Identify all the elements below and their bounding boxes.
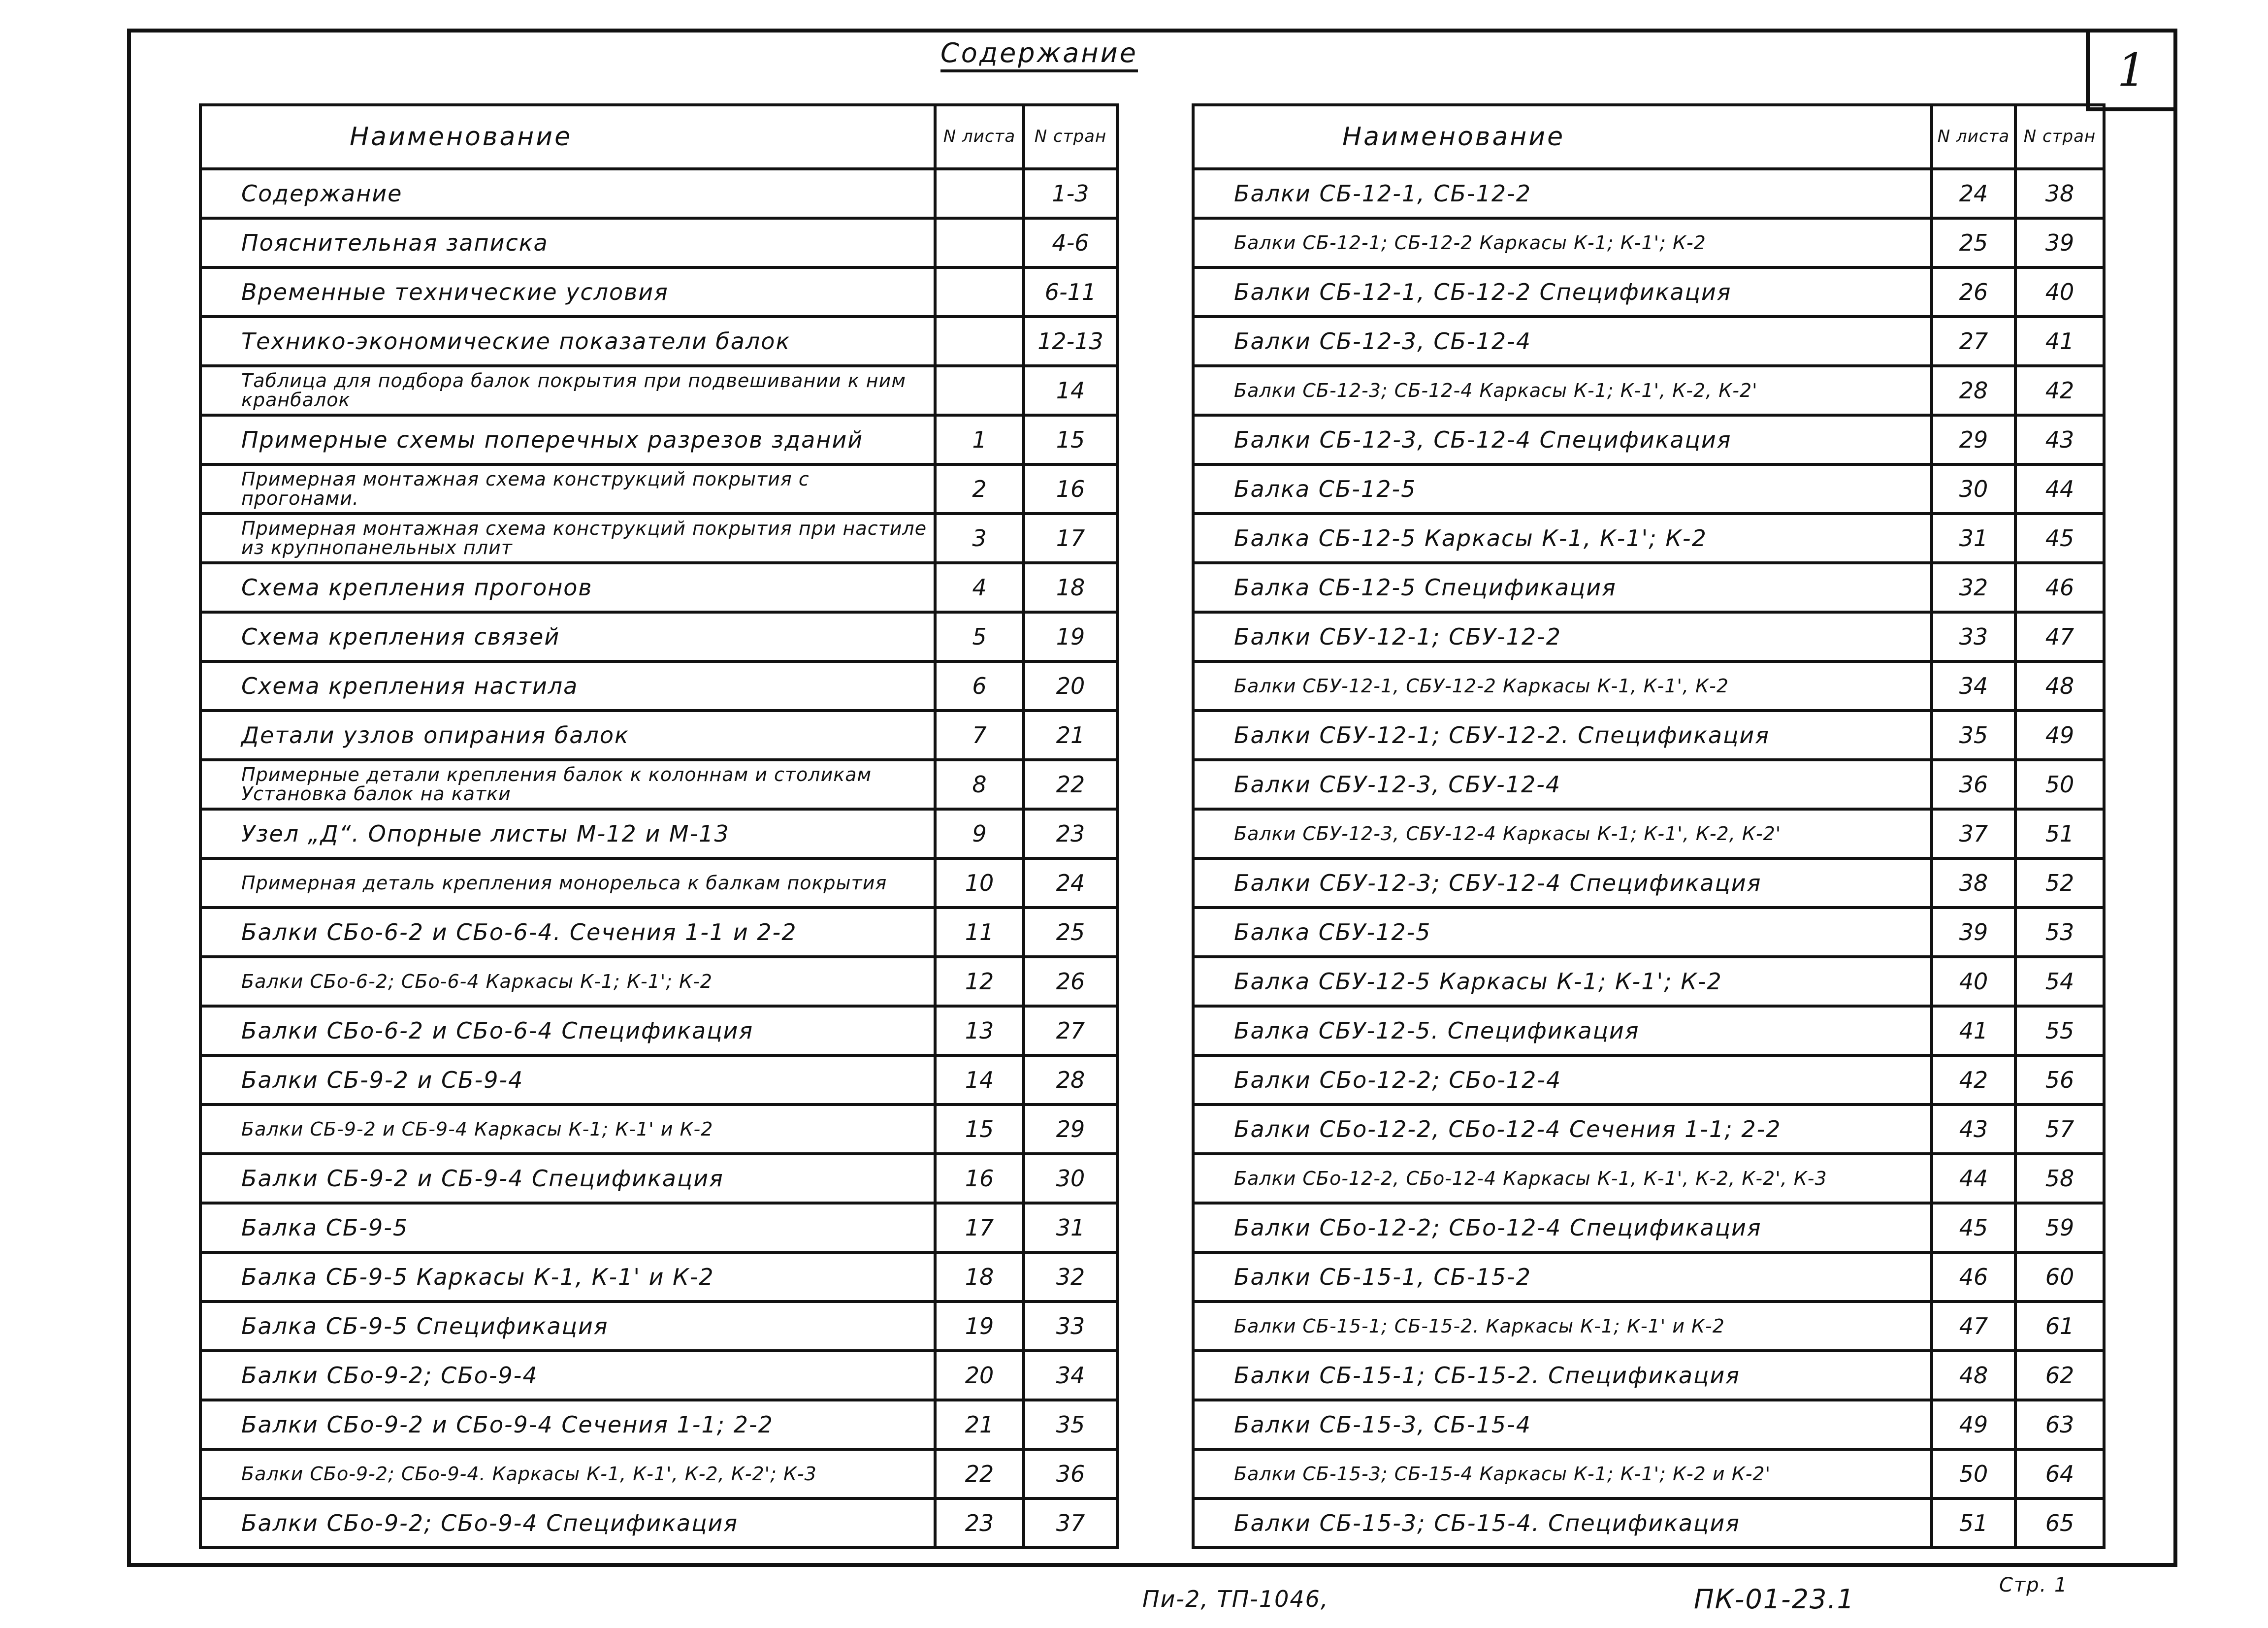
cell-sheet: 16 [935,1154,1024,1203]
cell-page: 12-13 [1024,317,1117,366]
table-row [200,1105,1117,1154]
cell-page: 38 [2015,169,2104,218]
cell-name: Балки СБ-15-1; СБ-15-2. Спецификация [1193,1351,1932,1400]
contents-body-left [200,169,1117,1548]
cell-sheet: 48 [1932,1351,2015,1400]
cell-sheet: 27 [1932,317,2015,366]
cell-sheet: 47 [1932,1302,2015,1351]
cell-name: Балка СБ-12-5 Каркасы К-1, К-1'; К-2 [1193,514,1932,563]
table-row [1193,1203,2104,1252]
cell-sheet: 22 [935,1449,1024,1498]
table-row [200,711,1117,760]
cell-name: Балки СБ-9-2 и СБ-9-4 Спецификация [200,1154,935,1203]
cell-name: Балки СБ-12-3, СБ-12-4 [1193,317,1932,366]
cell-page: 19 [1024,612,1117,661]
cell-name: Балки СБ-9-2 и СБ-9-4 Каркасы К-1; К-1' и К-2 [200,1105,935,1154]
table-row [200,1400,1117,1449]
cell-page: 32 [1024,1252,1117,1302]
cell-page: 15 [1024,415,1117,464]
cell-sheet: 30 [1932,464,2015,514]
cell-page: 64 [2015,1449,2104,1498]
cell-sheet: 11 [935,908,1024,957]
table-row [200,464,1117,514]
cell-sheet: 15 [935,1105,1024,1154]
cell-sheet [935,267,1024,317]
contents-table-left [199,103,1119,1549]
cell-page: 22 [1024,760,1117,809]
cell-name: Узел „Д“. Опорные листы М-12 и М-13 [200,809,935,858]
cell-name: Схема крепления прогонов [200,563,935,612]
table-row [200,1449,1117,1498]
cell-sheet: 18 [935,1252,1024,1302]
cell-page: 65 [2015,1498,2104,1548]
cell-sheet: 24 [1932,169,2015,218]
table-row [1193,612,2104,661]
table-row [1193,957,2104,1006]
table-row [200,1055,1117,1105]
cell-sheet: 35 [1932,711,2015,760]
cell-page: 42 [2015,366,2104,415]
cell-page: 48 [2015,661,2104,711]
cell-name: Балка СБ-12-5 [1193,464,1932,514]
cell-name: Балки СБ-15-1; СБ-15-2. Каркасы К-1; К-1' и К-2 [1193,1302,1932,1351]
table-row [1193,1449,2104,1498]
table-row [200,366,1117,415]
cell-name: Балка СБ-9-5 Спецификация [200,1302,935,1351]
cell-name: Балка СБУ-12-5 Каркасы К-1; К-1'; К-2 [1193,957,1932,1006]
cell-page: 58 [2015,1154,2104,1203]
table-row [200,169,1117,218]
cell-name: Примерная монтажная схема конструкций покрытия с прогонами. [200,464,935,514]
sheet-number: 1 [2117,43,2146,97]
cell-page: 25 [1024,908,1117,957]
column-header-name: Наименование [200,105,935,169]
cell-name: Схема крепления настила [200,661,935,711]
cell-page: 30 [1024,1154,1117,1203]
cell-name: Примерная монтажная схема конструкций покрытия при настиле из крупнопанельных плит [200,514,935,563]
cell-page: 52 [2015,858,2104,908]
cell-name: Балки СБо-12-2; СБо-12-4 [1193,1055,1932,1105]
cell-name: Балки СБУ-12-1, СБУ-12-2 Каркасы К-1, К-1', К-2 [1193,661,1932,711]
cell-name: Балки СБо-6-2 и СБо-6-4 Спецификация [200,1006,935,1055]
cell-sheet [935,317,1024,366]
cell-page: 40 [2015,267,2104,317]
table-row [200,218,1117,267]
cell-page: 57 [2015,1105,2104,1154]
table-row [1193,415,2104,464]
cell-sheet: 32 [1932,563,2015,612]
cell-sheet: 23 [935,1498,1024,1548]
cell-page: 37 [1024,1498,1117,1548]
cell-sheet: 5 [935,612,1024,661]
page-label: Стр. 1 [1999,1574,2068,1596]
table-row [1193,464,2104,514]
table-row [1193,1498,2104,1548]
cell-sheet: 6 [935,661,1024,711]
sheet-number-box [2086,29,2177,111]
table-row [1193,1055,2104,1105]
cell-sheet: 31 [1932,514,2015,563]
document-title: Содержание [940,38,1138,72]
cell-name: Балки СБ-12-3, СБ-12-4 Спецификация [1193,415,1932,464]
cell-page: 59 [2015,1203,2104,1252]
cell-page: 29 [1024,1105,1117,1154]
cell-page: 21 [1024,711,1117,760]
cell-name: Балка СБ-9-5 Каркасы К-1, К-1' и К-2 [200,1252,935,1302]
cell-sheet: 9 [935,809,1024,858]
cell-page: 20 [1024,661,1117,711]
cell-name: Балка СБ-12-5 Спецификация [1193,563,1932,612]
cell-name: Балки СБо-9-2; СБо-9-4 Спецификация [200,1498,935,1548]
cell-sheet: 41 [1932,1006,2015,1055]
cell-name: Пояснительная записка [200,218,935,267]
cell-page: 49 [2015,711,2104,760]
cell-sheet: 26 [1932,267,2015,317]
table-row [200,858,1117,908]
cell-page: 1-3 [1024,169,1117,218]
cell-sheet: 20 [935,1351,1024,1400]
cell-name: Балка СБУ-12-5 [1193,908,1932,957]
column-header-name: Наименование [1193,105,1932,169]
table-row [1193,908,2104,957]
cell-sheet: 3 [935,514,1024,563]
cell-sheet: 14 [935,1055,1024,1105]
cell-page: 55 [2015,1006,2104,1055]
cell-sheet: 17 [935,1203,1024,1252]
cell-page: 43 [2015,415,2104,464]
cell-name: Балки СБ-12-1, СБ-12-2 [1193,169,1932,218]
cell-name: Балки СБ-15-1, СБ-15-2 [1193,1252,1932,1302]
cell-name: Балки СБ-12-1; СБ-12-2 Каркасы К-1; К-1'; К-2 [1193,218,1932,267]
table-row [200,1351,1117,1400]
cell-sheet: 37 [1932,809,2015,858]
cell-sheet: 7 [935,711,1024,760]
contents-body-right [1193,169,2104,1548]
cell-sheet: 40 [1932,957,2015,1006]
cell-name: Балки СБо-12-2, СБо-12-4 Сечения 1-1; 2-2 [1193,1105,1932,1154]
column-header-page: N стран [1024,105,1117,169]
cell-name: Примерная деталь крепления монорельса к балкам покрытия [200,858,935,908]
table-row [200,1203,1117,1252]
table-row [200,1006,1117,1055]
table-row [1193,1302,2104,1351]
table-row [1193,809,2104,858]
table-row [200,908,1117,957]
table-row [1193,1006,2104,1055]
table-row [200,1154,1117,1203]
table-row [1193,169,2104,218]
cell-page: 26 [1024,957,1117,1006]
cell-sheet: 19 [935,1302,1024,1351]
cell-sheet: 45 [1932,1203,2015,1252]
cell-sheet [935,169,1024,218]
table-row [1193,317,2104,366]
cell-sheet: 42 [1932,1055,2015,1105]
cell-page: 28 [1024,1055,1117,1105]
cell-page: 4-6 [1024,218,1117,267]
cell-page: 46 [2015,563,2104,612]
cell-page: 56 [2015,1055,2104,1105]
cell-page: 45 [2015,514,2104,563]
cell-name: Балки СБ-9-2 и СБ-9-4 [200,1055,935,1105]
table-row [200,317,1117,366]
cell-sheet: 21 [935,1400,1024,1449]
cell-sheet: 49 [1932,1400,2015,1449]
table-row [1193,514,2104,563]
cell-sheet: 33 [1932,612,2015,661]
cell-name: Балки СБо-9-2 и СБо-9-4 Сечения 1-1; 2-2 [200,1400,935,1449]
column-header-sheet: N листа [935,105,1024,169]
table-row [1193,661,2104,711]
cell-sheet: 39 [1932,908,2015,957]
table-row [200,415,1117,464]
cell-sheet: 2 [935,464,1024,514]
cell-page: 51 [2015,809,2104,858]
cell-sheet: 29 [1932,415,2015,464]
table-row [1193,563,2104,612]
cell-page: 63 [2015,1400,2104,1449]
cell-name: Балки СБ-15-3; СБ-15-4 Каркасы К-1; К-1'; К-2 и К-2' [1193,1449,1932,1498]
cell-sheet: 13 [935,1006,1024,1055]
table-row [200,514,1117,563]
cell-sheet: 4 [935,563,1024,612]
table-row [1193,267,2104,317]
cell-page: 41 [2015,317,2104,366]
cell-name: Содержание [200,169,935,218]
column-header-sheet: N листа [1932,105,2015,169]
cell-name: Балки СБУ-12-1; СБУ-12-2. Спецификация [1193,711,1932,760]
cell-name: Балки СБУ-12-3, СБУ-12-4 [1193,760,1932,809]
table-row [200,612,1117,661]
cell-page: 33 [1024,1302,1117,1351]
cell-name: Балки СБо-6-2 и СБо-6-4. Сечения 1-1 и 2-2 [200,908,935,957]
table-row [1193,858,2104,908]
table-row [200,1252,1117,1302]
cell-page: 60 [2015,1252,2104,1302]
cell-page: 18 [1024,563,1117,612]
table-row [1193,711,2104,760]
cell-name: Балки СБУ-12-3, СБУ-12-4 Каркасы К-1; К-1', К-2, К-2' [1193,809,1932,858]
cell-name: Балка СБУ-12-5. Спецификация [1193,1006,1932,1055]
cell-sheet: 28 [1932,366,2015,415]
cell-name: Балки СБУ-12-3; СБУ-12-4 Спецификация [1193,858,1932,908]
cell-page: 17 [1024,514,1117,563]
cell-name: Детали узлов опирания балок [200,711,935,760]
table-row [200,661,1117,711]
table-row [200,267,1117,317]
cell-sheet: 43 [1932,1105,2015,1154]
cell-sheet: 34 [1932,661,2015,711]
cell-sheet: 8 [935,760,1024,809]
cell-name: Балки СБо-9-2; СБо-9-4 [200,1351,935,1400]
cell-name: Балки СБо-12-2, СБо-12-4 Каркасы К-1, К-1', К-2, К-2', К-3 [1193,1154,1932,1203]
table-row [200,563,1117,612]
table-row [200,760,1117,809]
contents-table-right [1192,103,2106,1549]
cell-sheet: 36 [1932,760,2015,809]
cell-page: 62 [2015,1351,2104,1400]
table-row [1193,1154,2104,1203]
column-header-page: N стран [2015,105,2104,169]
cell-name: Балки СБУ-12-1; СБУ-12-2 [1193,612,1932,661]
cell-name: Таблица для подбора балок покрытия при подвешивании к ним кранбалок [200,366,935,415]
cell-name: Балки СБ-15-3, СБ-15-4 [1193,1400,1932,1449]
cell-page: 6-11 [1024,267,1117,317]
cell-page: 24 [1024,858,1117,908]
cell-page: 23 [1024,809,1117,858]
table-row [200,809,1117,858]
cell-sheet: 38 [1932,858,2015,908]
table-row [200,957,1117,1006]
table-row [1193,366,2104,415]
cell-sheet [935,218,1024,267]
table-row [1193,1105,2104,1154]
cell-page: 31 [1024,1203,1117,1252]
table-row [1193,218,2104,267]
cell-page: 61 [2015,1302,2104,1351]
cell-sheet: 1 [935,415,1024,464]
cell-page: 53 [2015,908,2104,957]
cell-page: 35 [1024,1400,1117,1449]
cell-name: Примерные схемы поперечных разрезов зданий [200,415,935,464]
cell-page: 14 [1024,366,1117,415]
cell-page: 44 [2015,464,2104,514]
cell-name: Балки СБо-12-2; СБо-12-4 Спецификация [1193,1203,1932,1252]
table-row [1193,1351,2104,1400]
table-row [1193,760,2104,809]
cell-page: 47 [2015,612,2104,661]
cell-sheet: 50 [1932,1449,2015,1498]
table-header-row [200,105,1117,169]
cell-name: Временные технические условия [200,267,935,317]
cell-name: Балки СБо-6-2; СБо-6-4 Каркасы К-1; К-1'; К-2 [200,957,935,1006]
cell-page: 34 [1024,1351,1117,1400]
cell-sheet: 25 [1932,218,2015,267]
cell-name: Балки СБ-15-3; СБ-15-4. Спецификация [1193,1498,1932,1548]
cell-sheet [935,366,1024,415]
cell-page: 27 [1024,1006,1117,1055]
cell-sheet: 51 [1932,1498,2015,1548]
table-row [1193,1400,2104,1449]
cell-sheet: 44 [1932,1154,2015,1203]
cell-name: Примерные детали крепления балок к колоннам и столикам Установка балок на катки [200,760,935,809]
table-row [200,1498,1117,1548]
cell-sheet: 12 [935,957,1024,1006]
cell-page: 16 [1024,464,1117,514]
table-header-row [1193,105,2104,169]
footer-note: Пи-2, ТП-1046, [1142,1586,1329,1612]
cell-name: Схема крепления связей [200,612,935,661]
cell-name: Балки СБ-12-1, СБ-12-2 Спецификация [1193,267,1932,317]
cell-name: Балка СБ-9-5 [200,1203,935,1252]
cell-name: Балки СБ-12-3; СБ-12-4 Каркасы К-1; К-1', К-2, К-2' [1193,366,1932,415]
document-code: ПК-01-23.1 [1694,1584,1855,1615]
cell-page: 54 [2015,957,2104,1006]
cell-sheet: 10 [935,858,1024,908]
cell-page: 39 [2015,218,2104,267]
cell-name: Балки СБо-9-2; СБо-9-4. Каркасы К-1, К-1', К-2, К-2'; К-3 [200,1449,935,1498]
table-row [1193,1252,2104,1302]
cell-page: 36 [1024,1449,1117,1498]
table-row [200,1302,1117,1351]
cell-name: Технико-экономические показатели балок [200,317,935,366]
cell-page: 50 [2015,760,2104,809]
cell-sheet: 46 [1932,1252,2015,1302]
